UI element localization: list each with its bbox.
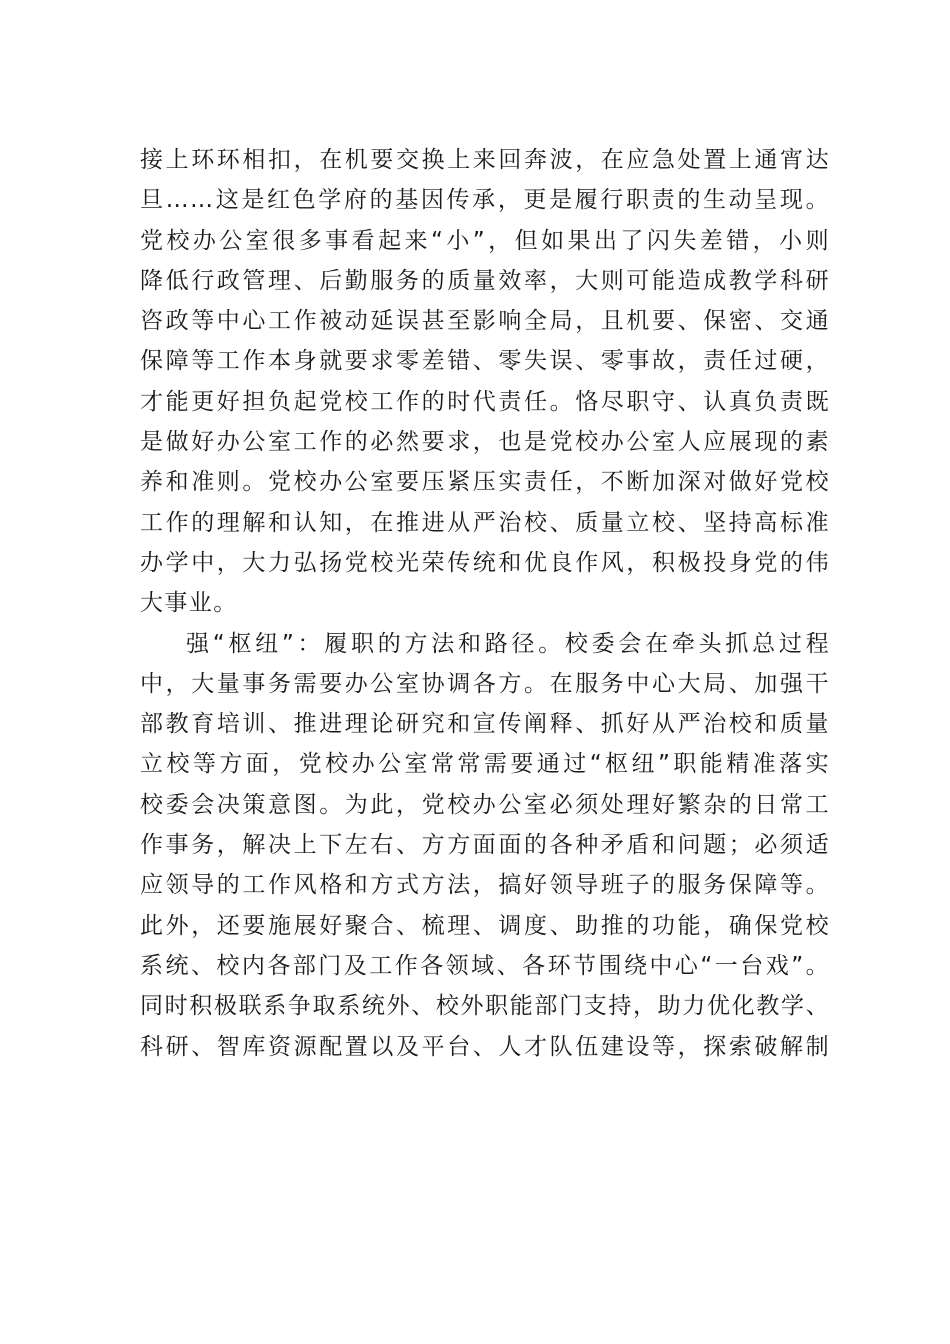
text-line: 此外，还要施展好聚合、梳理、调度、助推的功能，确保党校 [140,912,830,939]
paragraph-end-line: 大事业。 [140,590,238,617]
text-line: 系统、校内各部门及工作各领域、各环节围绕中心“一台戏”。 [140,952,830,979]
text-line: 降低行政管理、后勤服务的质量效率，大则可能造成教学科研 [140,267,830,294]
text-line: 旦……这是红色学府的基因传承，更是履行职责的生动呈现。 [140,187,830,214]
text-line: 是做好办公室工作的必然要求，也是党校办公室人应展现的素 [140,429,830,456]
text-line: 才能更好担负起党校工作的时代责任。恪尽职守、认真负责既 [140,388,830,415]
text-line: 立校等方面，党校办公室常常需要通过“枢纽”职能精准落实 [140,751,830,778]
text-line: 校委会决策意图。为此，党校办公室必须处理好繁杂的日常工 [140,791,830,818]
text-line: 党校办公室很多事看起来“小”，但如果出了闪失差错，小则 [140,227,830,254]
text-line: 接上环环相扣，在机要交换上来回奔波，在应急处置上通宵达 [140,147,830,173]
text-line: 作事务，解决上下左右、方方面面的各种矛盾和问题；必须适 [140,832,830,859]
text-line: 办学中，大力弘扬党校光荣传统和优良作风，积极投身党的伟 [140,549,830,576]
body-text [140,140,830,1067]
text-line: 同时积极联系争取系统外、校外职能部门支持，助力优化教学、 [140,993,830,1020]
text-line: 保障等工作本身就要求零差错、零失误、零事故，责任过硬， [140,348,830,375]
text-line: 工作的理解和认知，在推进从严治校、质量立校、坚持高标准 [140,509,830,536]
text-line: 应领导的工作风格和方式方法，搞好领导班子的服务保障等。 [140,872,830,899]
text-line: 养和准则。党校办公室要压紧压实责任，不断加深对做好党校 [140,469,830,496]
paragraph-start-line: 强“枢纽”：履职的方法和路径。校委会在牵头抓总过程 [186,630,830,657]
text-line: 部教育培训、推进理论研究和宣传阐释、抓好从严治校和质量 [140,711,830,738]
text-line: 科研、智库资源配置以及平台、人才队伍建设等，探索破解制 [140,1033,830,1060]
text-line: 咨政等中心工作被动延误甚至影响全局，且机要、保密、交通 [140,308,830,335]
text-line: 中，大量事务需要办公室协调各方。在服务中心大局、加强干 [140,670,830,697]
